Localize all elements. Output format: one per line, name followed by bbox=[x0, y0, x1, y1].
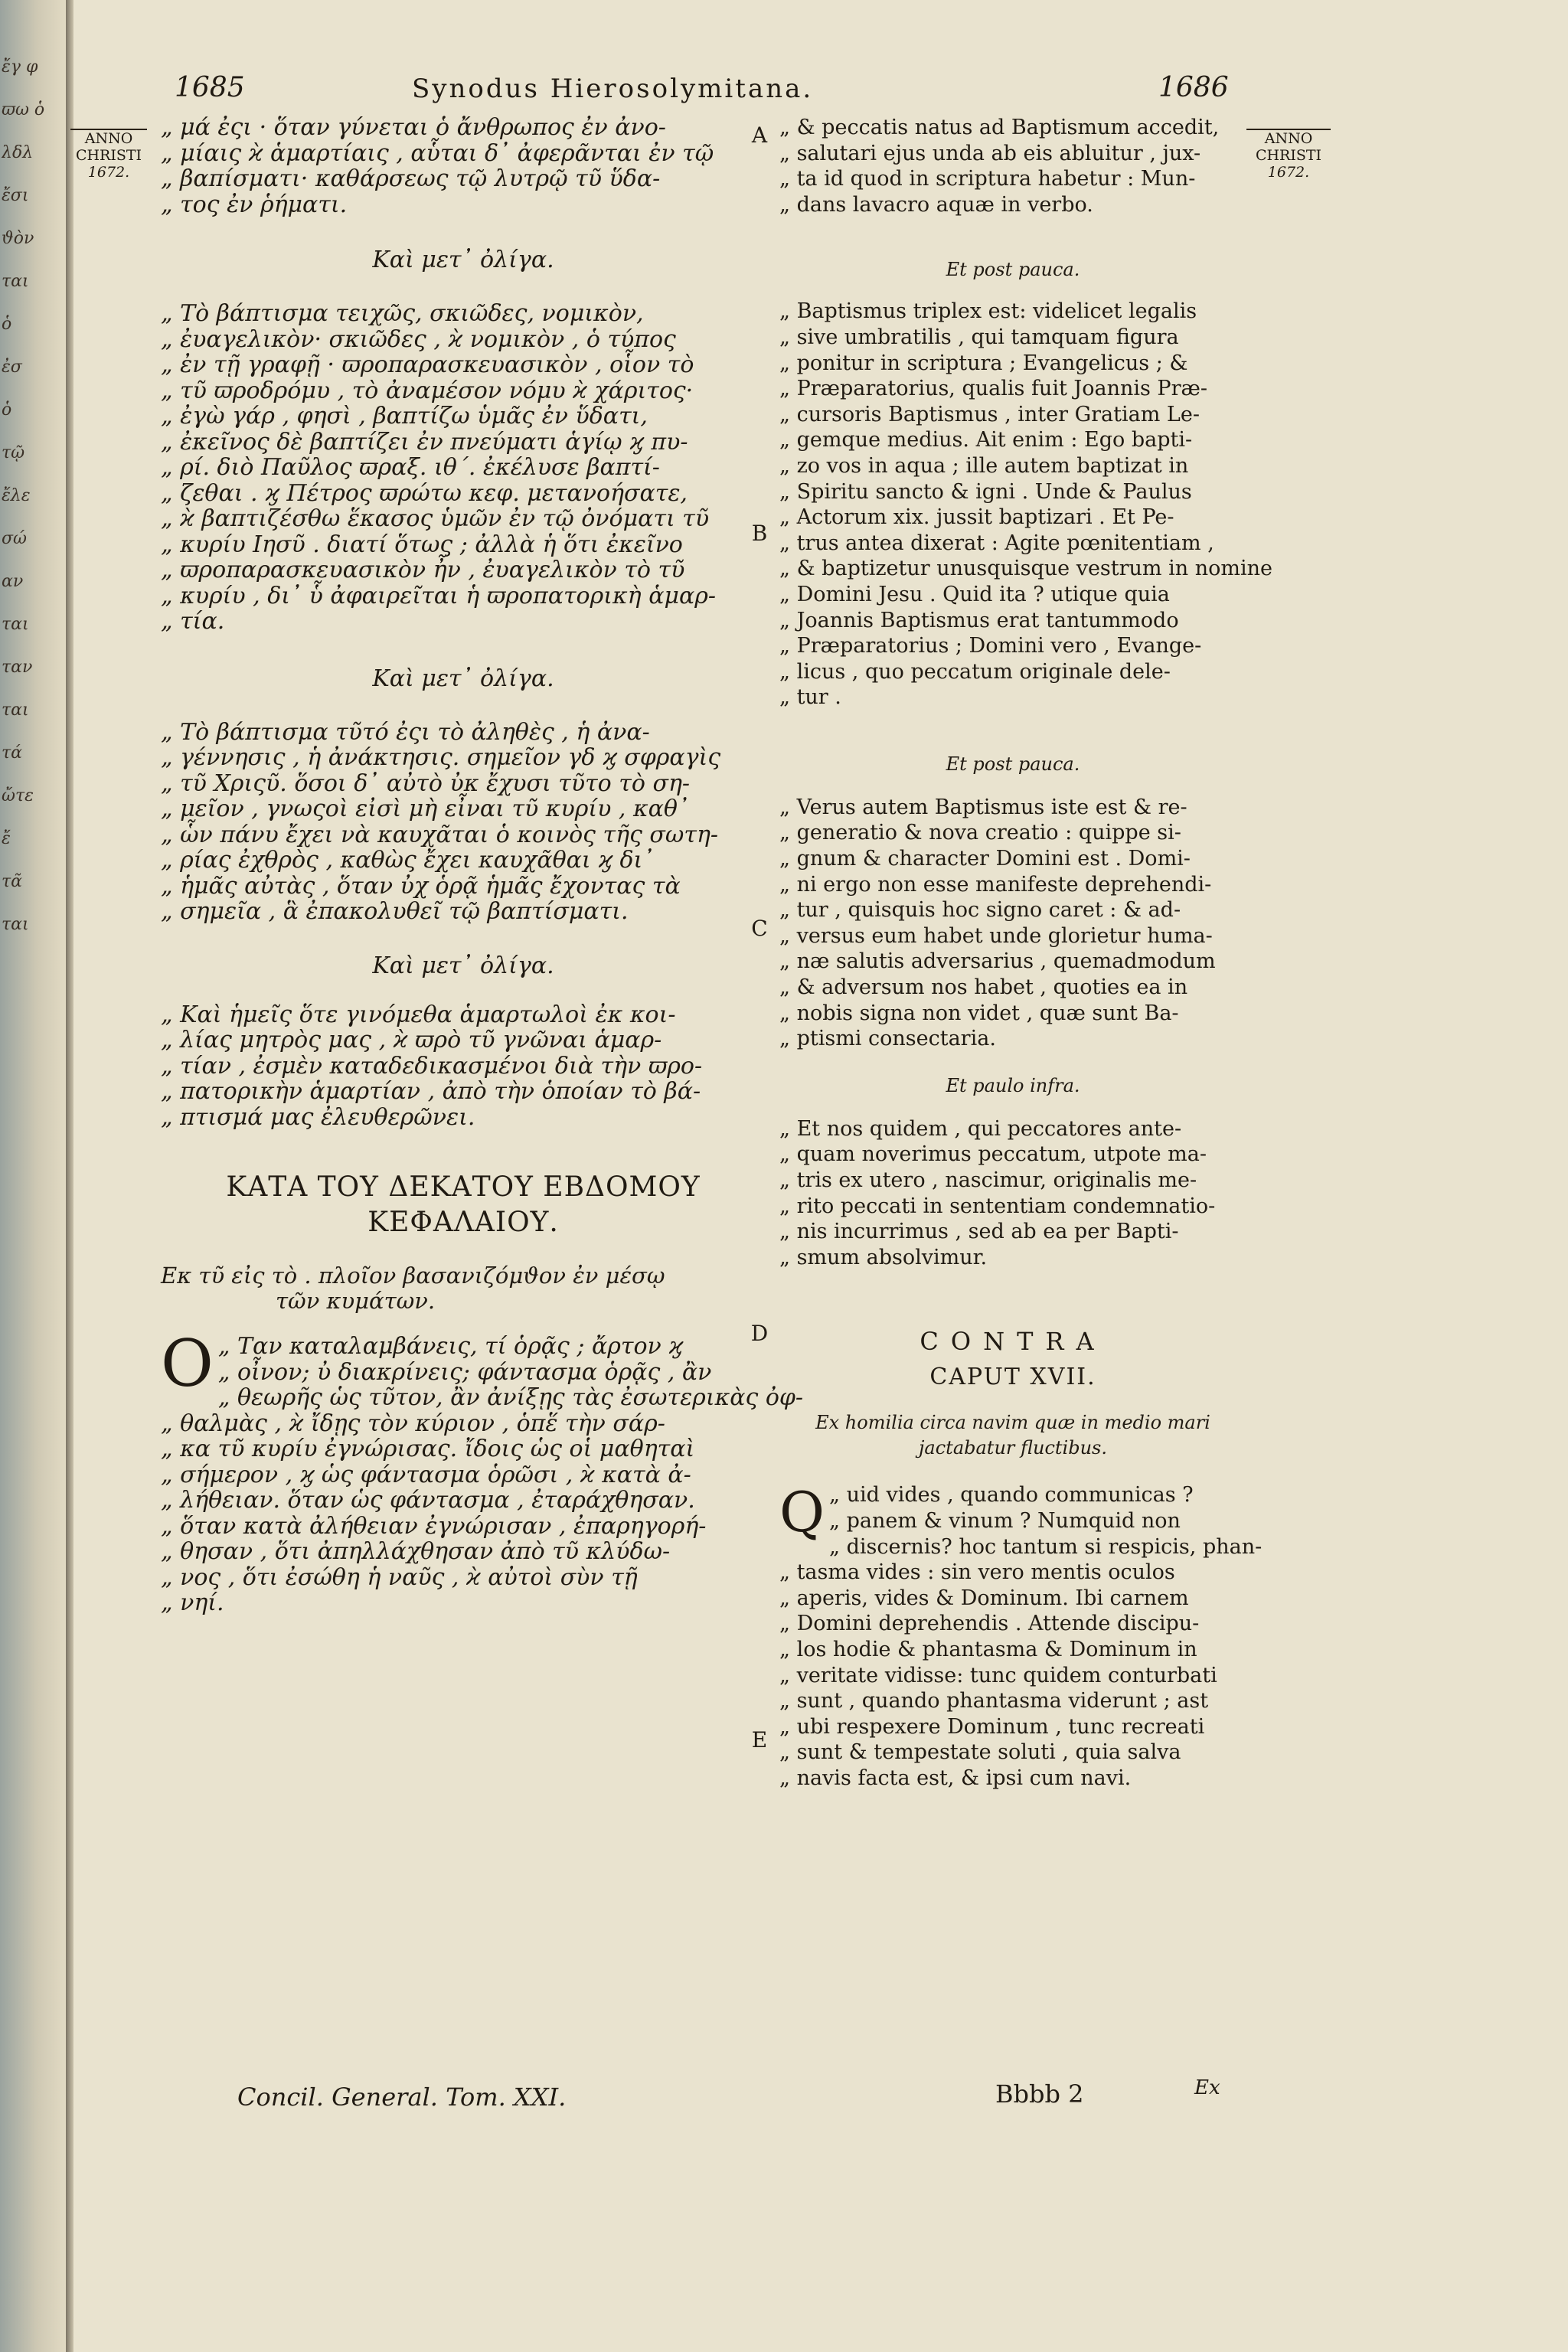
text-line: „ & adversum nos habet , quoties ea in bbox=[779, 975, 1188, 1000]
text-line: „ ἐν τῇ γραφῇ · ϖροπαρασκευασικὸν , οἷον τὸ bbox=[161, 351, 694, 378]
greek-column bbox=[161, 114, 804, 1616]
text-line: „ Spiritu sancto & igni . Unde & Paulus bbox=[779, 479, 1192, 504]
greek-subhead-3: Καὶ μετ᾽ ὀλίγα. bbox=[372, 952, 554, 979]
text-line: „ κα τῦ κυρίυ ἐγνώρισας. ἴδοις ὡς οἱ μαθηταὶ bbox=[161, 1436, 695, 1462]
greek-block-1 bbox=[161, 115, 766, 217]
year-label: 1672. bbox=[87, 164, 130, 181]
text-line: „ salutari ejus unda ab eis abluitur , jux- bbox=[779, 141, 1201, 165]
text-line: „ versus eum habet unde glorietur huma- bbox=[779, 923, 1213, 948]
gutter-line: ὁ bbox=[2, 400, 12, 420]
gutter-line: τά bbox=[2, 743, 23, 763]
text-line: „ Domini deprehendis . Attende discipu- bbox=[779, 1612, 1200, 1636]
text-line: „ θεωρῆς ὡς τῦτον, ἂν ἀνίξῃς τὰς ἐσωτερικὰς ὀφ- bbox=[217, 1384, 804, 1411]
text-line: „ sive umbratilis , qui tamquam figura bbox=[779, 325, 1179, 349]
gutter-line: ταν bbox=[2, 658, 33, 677]
anno-christi-left bbox=[70, 129, 147, 181]
page-number-left: 1685 bbox=[175, 72, 245, 103]
signature-mark: Bbbb 2 bbox=[995, 2079, 1084, 2109]
text-line: „ navis facta est, & ipsi cum navi. bbox=[779, 1766, 1132, 1790]
text-line: „ uid vides , quando communicas ? bbox=[829, 1483, 1194, 1508]
greek-block-2 bbox=[161, 301, 766, 635]
text-line: „ μίαις ϰ̀ ἁμαρτίαις , αὗται δ᾽ ἀφερᾶνται ἐν τῷ bbox=[161, 139, 714, 167]
text-line: „ τῦ ϖροδρόμυ , τὸ ἀναμέσον νόμυ ϰ̀ χάριτος· bbox=[161, 377, 694, 404]
page-header bbox=[175, 64, 1246, 110]
greek-subhead-1: Καὶ μετ᾽ ὀλίγα. bbox=[372, 247, 554, 273]
latin-block-5-lines bbox=[779, 1482, 1263, 1791]
text-line: „ σήμερον , ϗ ὡς φάντασμα ὁρῶσι , ϰ̀ κατὰ ἀ- bbox=[161, 1461, 691, 1488]
text-line: „ ζεθαι . ϗ Πέτρος ϖρώτω κεφ. μετανοήσατε, bbox=[161, 479, 688, 507]
text-line: „ Τὸ βάπτισμα τειχῶς, σκιῶδες, νομικὸν, bbox=[161, 300, 644, 327]
gutter-line: ὁ bbox=[2, 315, 12, 334]
text-line: „ rito peccati in sententiam condemnatio- bbox=[779, 1194, 1216, 1218]
text-line: „ ta id quod in scriptura habetur : Mun- bbox=[779, 167, 1196, 191]
anno-label: ANNO bbox=[1264, 130, 1313, 147]
anno-christi-right bbox=[1246, 129, 1331, 181]
text-line: „ Τὸ βάπτισμα τῦτό ἐςι τὸ ἀληθὲς , ἡ ἀνα- bbox=[161, 718, 650, 746]
greek-subhead-2: Καὶ μετ᾽ ὀλίγα. bbox=[372, 665, 554, 692]
gutter-line: ἔσι bbox=[2, 186, 29, 205]
text-line: „ ubi respexere Dominum , tunc recreati bbox=[779, 1714, 1205, 1739]
text-line: „ licus , quo peccatum originale dele- bbox=[779, 659, 1171, 684]
christi-label: CHRISTI bbox=[75, 147, 142, 164]
footer-volume: Concil. General. Tom. XXI. bbox=[237, 2082, 567, 2112]
latin-subhead-2: Et post pauca. bbox=[946, 753, 1080, 775]
latin-caput: CAPUT XVII. bbox=[929, 1364, 1096, 1391]
gutter-line: ται bbox=[2, 615, 29, 634]
latin-block-4 bbox=[779, 1116, 1246, 1271]
text-line: „ gemque medius. Ait enim : Ego bapti- bbox=[779, 428, 1193, 452]
gutter-line: ται bbox=[2, 915, 29, 934]
text-line: „ tur . bbox=[779, 685, 841, 710]
text-line: „ aperis, vides & Dominum. Ibi carnem bbox=[779, 1586, 1189, 1610]
text-line: „ Ταν καταλαμβάνεις, τί ὁρᾷς ; ἄρτον ϗ bbox=[217, 1333, 683, 1360]
margin-marker-b: B bbox=[751, 521, 768, 546]
text-line: „ cursoris Baptismus , inter Gratiam Le- bbox=[779, 402, 1200, 426]
text-line: „ οἶνον; ὐ διακρίνεις; φάντασμα ὁρᾷς , ἂν bbox=[217, 1358, 712, 1386]
text-line: „ Domini Jesu . Quid ita ? utique quia bbox=[779, 582, 1170, 606]
greek-section-title-2: ΚΕΦΑΛΑΙΟΥ. bbox=[368, 1207, 559, 1238]
text-line: „ ἡμᾶς αὐτὰς , ὅταν ὐχ ὁρᾷ ἡμᾶς ἔχοντας τὰ bbox=[161, 872, 681, 900]
margin-marker-d: D bbox=[750, 1321, 769, 1346]
text-line: „ ptismi consectaria. bbox=[779, 1027, 996, 1051]
text-line: „ tur , quisquis hoc signo caret : & ad- bbox=[779, 898, 1181, 923]
gutter-text bbox=[2, 46, 64, 946]
text-line: „ πατορικὴν ἁμαρτίαν , ἀπὸ τὴν ὁποίαν τὸ βά- bbox=[161, 1078, 701, 1105]
latin-incipit-2: jactabatur fluctibus. bbox=[918, 1437, 1107, 1459]
gutter-line: τᾶ bbox=[2, 872, 23, 891]
latin-incipit-1: Ex homilia circa navim quæ in medio mari bbox=[815, 1412, 1210, 1434]
gutter-line: ἔλε bbox=[2, 486, 31, 505]
text-line: „ λίας μητρὸς μας , ϰ̀ ϖρὸ τῦ γνῶναι ἁμαρ- bbox=[161, 1027, 662, 1054]
text-line: „ ponitur in scriptura ; Evangelicus ; & bbox=[779, 351, 1188, 375]
gutter-line: ἔ bbox=[2, 829, 11, 848]
book-fold bbox=[66, 0, 74, 2352]
gutter-line: ται bbox=[2, 701, 29, 720]
previous-page-gutter bbox=[0, 0, 69, 2352]
text-line: „ ϖροπαρασκευασικὸν ἦν , ἐυαγελικὸν τὸ τῦ bbox=[161, 557, 685, 583]
gutter-line: τῷ bbox=[2, 443, 25, 462]
gutter-line: ται bbox=[2, 272, 29, 291]
text-line: „ Baptismus triplex est: videlicet legalis bbox=[779, 299, 1197, 324]
text-line: „ Et nos quidem , qui peccatores ante- bbox=[779, 1116, 1182, 1141]
text-line: „ zo vos in aqua ; ille autem baptizat in bbox=[779, 453, 1189, 478]
text-line: „ ϰ̀ βαπτιζέσθω ἕκασος ὑμῶν ἐν τῷ ὀνόματι τῦ bbox=[161, 505, 710, 532]
gutter-line: ϖω ὁ bbox=[2, 100, 45, 119]
text-line: „ ni ergo non esse manifeste deprehendi- bbox=[779, 872, 1212, 897]
latin-drop-cap: Q bbox=[779, 1480, 825, 1545]
text-line: „ tris ex utero , nascimur, originalis me- bbox=[779, 1168, 1197, 1192]
text-line: „ Verus autem Baptismus iste est & re- bbox=[779, 795, 1187, 819]
text-line: „ discernis? hoc tantum si respicis, phan- bbox=[829, 1534, 1263, 1559]
gutter-line: σώ bbox=[2, 529, 27, 548]
text-line: „ Joannis Baptismus erat tantummodo bbox=[779, 608, 1179, 632]
text-line: „ trus antea dixerat : Agite pœnitentiam , bbox=[779, 531, 1214, 555]
text-line: „ nis incurrimus , sed ab ea per Bapti- bbox=[779, 1220, 1179, 1244]
greek-block-3 bbox=[161, 720, 766, 925]
text-line: „ μεῖον , γνωςοὶ εἰσὶ μὴ εἶναι τῦ κυρίυ , καθ᾽ bbox=[161, 795, 689, 822]
greek-incipit-2: τῶν κυμάτων. bbox=[276, 1288, 436, 1314]
catchword: Ex bbox=[1194, 2076, 1220, 2099]
gutter-line: ἔγ φ bbox=[2, 57, 38, 77]
gutter-line: ἐσ bbox=[2, 358, 22, 377]
text-line: „ νος , ὅτι ἐσώθη ἡ ναῦς , ϰ̀ αὐτοὶ σὺν τῇ bbox=[161, 1563, 638, 1591]
text-line: „ κυρίυ , δι᾽ ὗ ἀφαιρεῖται ἡ ϖροπατορικὴ ἁμαρ- bbox=[161, 582, 716, 609]
text-line: „ βαπίσματι· καθάρσεως τῷ λυτρῷ τῦ ὕδα- bbox=[161, 165, 661, 192]
text-line: „ λήθειαν. ὅταν ὡς φάντασμα , ἐταράχθησαν. bbox=[161, 1487, 695, 1514]
greek-block-4 bbox=[161, 1002, 766, 1131]
greek-drop-cap: Ο bbox=[161, 1326, 214, 1401]
text-line: „ Καὶ ἡμεῖς ὅτε γινόμεθα ἁμαρτωλοὶ ἐκ κοι- bbox=[161, 1001, 676, 1028]
gutter-line: αν bbox=[2, 572, 24, 591]
text-line: „ σημεῖα , ἃ ἐπακολυθεῖ τῷ βαπτίσματι. bbox=[161, 898, 629, 925]
text-line: „ sunt & tempestate soluti , quia salva bbox=[779, 1740, 1181, 1765]
text-line: „ ὅταν κατὰ ἀλήθειαν ἐγνώρισαν , ἐπαρηγορή- bbox=[161, 1512, 707, 1540]
latin-block-2 bbox=[779, 299, 1272, 710]
text-line: „ los hodie & phantasma & Dominum in bbox=[779, 1637, 1197, 1661]
text-line: „ τος ἐν ῥήματι. bbox=[161, 191, 348, 218]
text-line: „ ρίας ἐχθρὸς , καθὼς ἔχει καυχᾶθαι ϗ δι᾽ bbox=[161, 847, 655, 874]
text-line: „ quam noverimus peccatum, utpote ma- bbox=[779, 1142, 1207, 1167]
christi-label: CHRISTI bbox=[1255, 147, 1322, 164]
gutter-line: λδλ bbox=[2, 143, 34, 162]
greek-block-5 bbox=[161, 1326, 804, 1616]
gutter-line: ϑὸν bbox=[2, 229, 34, 248]
text-line: „ panem & vinum ? Numquid non bbox=[829, 1508, 1181, 1533]
latin-subhead-3: Et paulo infra. bbox=[946, 1074, 1080, 1096]
text-line: „ Præparatorius, qualis fuit Joannis Præ- bbox=[779, 377, 1207, 401]
page-number-right: 1686 bbox=[1158, 72, 1229, 103]
text-line: „ næ salutis adversarius , quemadmodum bbox=[779, 949, 1216, 974]
margin-marker-c: C bbox=[751, 916, 768, 941]
latin-block-1 bbox=[779, 115, 1246, 217]
latin-block-3 bbox=[779, 795, 1246, 1052]
latin-block-5 bbox=[779, 1480, 1263, 1791]
text-line: „ ἐυαγελικὸν· σκιῶδες , ϰ̀ νομικὸν , ὁ τύπος bbox=[161, 325, 676, 353]
text-line: „ Præparatorius ; Domini vero , Evange- bbox=[779, 634, 1202, 658]
text-line: „ πτισμά μας ἐλευθερῶνει. bbox=[161, 1103, 475, 1131]
text-line: „ ἐγὼ γάρ , φησὶ , βαπτίζω ὑμᾶς ἐν ὕδατι, bbox=[161, 403, 648, 430]
greek-section-title-1: ΚΑΤΑ ΤΟΥ ΔΕΚΑΤΟΥ ΕΒΔΟΜΟΥ bbox=[226, 1171, 701, 1203]
running-title: Synodus Hierosolymitana. bbox=[412, 74, 814, 104]
text-line: „ smum absolvimur. bbox=[779, 1245, 988, 1269]
text-line: „ veritate vidisse: tunc quidem conturbati bbox=[779, 1663, 1217, 1687]
text-line: „ τίαν , ἐσμὲν καταδεδικασμένοι διὰ τὴν ϖρο- bbox=[161, 1052, 703, 1080]
text-line: „ θησαν , ὅτι ἀπηλλάχθησαν ἀπὸ τῦ κλύδω- bbox=[161, 1538, 671, 1565]
text-line: „ ὧν πάνυ ἔχει νὰ καυχᾶται ὁ κοινὸς τῆς σωτη- bbox=[161, 821, 719, 848]
text-line: „ gnum & character Domini est . Domi- bbox=[779, 847, 1191, 871]
text-line: „ nobis signa non videt , quæ sunt Ba- bbox=[779, 1001, 1179, 1025]
text-line: „ dans lavacro aquæ in verbo. bbox=[779, 192, 1093, 217]
margin-marker-a: A bbox=[751, 122, 768, 148]
text-line: „ τία. bbox=[161, 608, 225, 635]
text-line: „ ρί. διὸ Παῦλος ϖραξ. ιθ´. ἐκέλυσε βαπτί- bbox=[161, 454, 660, 481]
text-line: „ Actorum xix. jussit baptizari . Et Pe- bbox=[779, 505, 1174, 530]
latin-section-title: CONTRA bbox=[920, 1327, 1106, 1357]
text-line: „ tasma vides : sin vero mentis oculos bbox=[779, 1560, 1175, 1585]
text-line: „ sunt , quando phantasma viderunt ; ast bbox=[779, 1689, 1209, 1713]
text-line: „ & baptizetur unusquisque vestrum in nomine bbox=[779, 557, 1272, 581]
text-line: „ μά ἐςι · ὅταν γύνεται ὁ ἄνθρωπος ἐν ἀνο- bbox=[161, 114, 666, 141]
text-line: „ θαλμὰς , ϰ̀ ἴδῃς τὸν κύριον , ὁπἕ τὴν σάρ- bbox=[161, 1410, 665, 1437]
latin-column bbox=[779, 115, 1272, 1792]
text-line: „ generatio & nova creatio : quippe si- bbox=[779, 821, 1181, 845]
greek-incipit-1: Εκ τῦ εἰς τὸ . πλοῖον βασανιζόμϑον ἐν μέσῳ bbox=[161, 1263, 665, 1289]
text-line: „ γέννησις , ἡ ἀνάκτησις. σημεῖον γδ ϗ σφραγὶς bbox=[161, 744, 721, 771]
latin-subhead-1: Et post pauca. bbox=[946, 259, 1080, 281]
text-line: „ νηί. bbox=[161, 1589, 224, 1616]
anno-label: ANNO bbox=[84, 130, 133, 147]
year-label: 1672. bbox=[1267, 164, 1310, 181]
text-line: „ ἐκεῖνος δὲ βαπτίζει ἐν πνεύματι ἁγίῳ ϗ πυ- bbox=[161, 428, 688, 456]
text-line: „ κυρίυ Ιησῦ . διατί ὅτως ; ἀλλὰ ἡ ὅτι ἐκεῖνο bbox=[161, 531, 683, 558]
greek-block-5-lines bbox=[161, 1326, 804, 1616]
gutter-line: ὤτε bbox=[2, 786, 34, 805]
margin-marker-e: E bbox=[751, 1727, 768, 1753]
text-line: „ & peccatis natus ad Baptismum accedit, bbox=[779, 116, 1220, 139]
text-line: „ τῦ Χριςῦ. ὅσοι δ᾽ αὐτὸ ὐκ ἔχυσι τῦτο τὸ ση- bbox=[161, 769, 691, 797]
